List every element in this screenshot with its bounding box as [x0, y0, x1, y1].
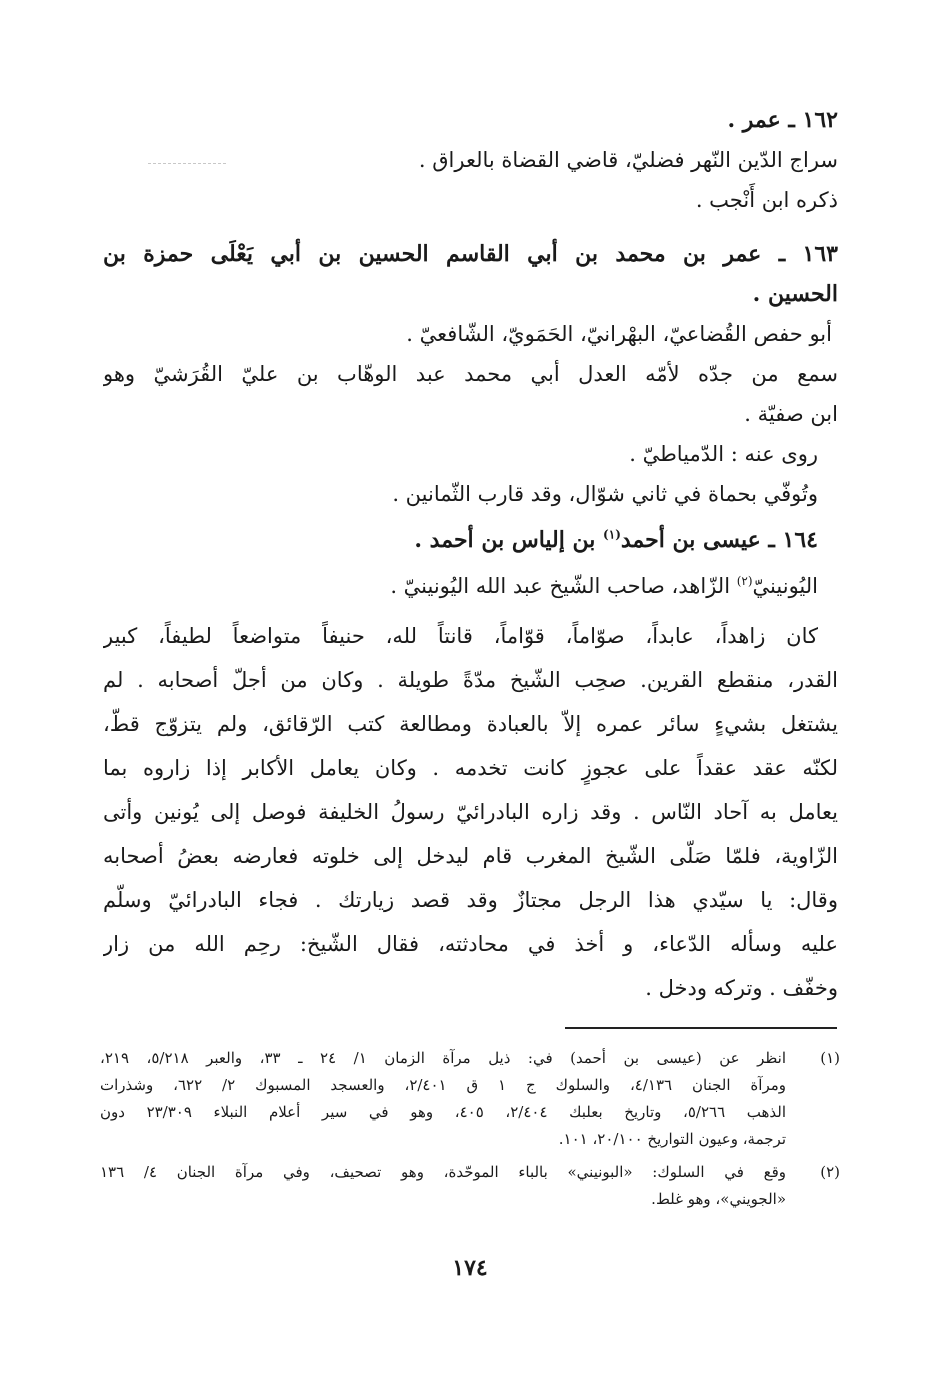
footnote-2-line-1: وقع في السلوك: «البونيني» بالباء الموحّدة، وهو تصحيف، وفي مرآة الجنان ٤/ ١٣٦: [100, 1163, 786, 1181]
entry-164-nisba-word: اليُونينيّ: [752, 574, 818, 598]
entry-164-body-line-6: الزّاوية، فلمّا صَلّى الشّيخ المغرب قام ليدخل إلى خلوته فعارضه بعضُ أصحابه: [103, 844, 838, 868]
entry-164-body-line-9: وخفّف . وتركه ودخل .: [645, 976, 838, 1000]
entry-163-line-3: ابن صفيّة .: [744, 402, 838, 426]
footnote-1-line-1: انظر عن (عيسى بن أحمد) في: ذيل مرآة الزمان ١/ ٢٤ ـ ٣٣، والعبر ٥/٢١٨، ٢١٩،: [100, 1049, 786, 1067]
footnote-ref-1: (١): [603, 527, 621, 542]
footnote-1-line-3: الذهب ٥/٢٦٦، وتاريخ بعلبك ٢/٤٠٤، ٤٠٥، وهو في سير أعلام النبلاء ٢٣/٣٠٩ دون: [100, 1103, 786, 1121]
entry-164-body-line-3: يشتغل بشيءٍ سائر عمره إلاّ بالعبادة ومطالعة كتب الرّقائق، ولم يتزوّج قطّ،: [103, 712, 838, 736]
entry-164-nisba: [103, 566, 838, 606]
entry-164-nisba-rest: الزّاهد، صاحب الشّيخ عبد الله اليُونينيّ .: [390, 574, 737, 598]
entry-heading-163-line-2: الحسين .: [752, 281, 838, 307]
footnote-ref-2: (٢): [736, 574, 753, 588]
entry-162-line-2: ذكره ابن أَنْجب .: [695, 188, 838, 212]
footnote-1-line-2: ومرآة الجنان ٤/١٣٦، والسلوك ج ١ ق ٢/٤٠١، والعسجد المسبوك ٢/ ٦٢٢، وشذرات: [100, 1076, 786, 1094]
entry-164-body-line-2: القدر، منقطع القرين. صحِب الشّيخ مدّةً طويلة . وكان من أجلّ أصحابه . لم: [103, 668, 838, 692]
entry-heading-164-rest: بن إلياس بن أحمد .: [414, 527, 604, 553]
footnote-2: [100, 1159, 840, 1213]
entry-heading-162: ١٦٢ ـ عمر .: [727, 107, 838, 133]
entry-164-body-line-5: يعامل به آحاد النّاس . وقد زاره البادرائيّ رسولُ الخليفة فوصل إلى يُونين وأتى: [103, 800, 838, 824]
footnote-2-line-2: «الجويني»، وهو غلط.: [651, 1190, 786, 1208]
entry-163-line-4: روى عنه : الدّمياطيّ .: [629, 442, 818, 466]
page-number: ١٧٤: [452, 1255, 488, 1281]
entry-164-body-line-4: لكنّه عقد عقداً على عجوزٍ كانت تخدمه . وكان يعامل الأكابر إذا زاروه بما: [103, 756, 838, 780]
footnotes: [100, 1045, 840, 1213]
footnote-1-line-4: ترجمة، وعيون التواريخ ٢٠/١٠٠، ١٠١.: [558, 1130, 786, 1148]
entry-162-line-1: سراج الدّين النّهر فضليّ، قاضي القضاة بالعراق .: [418, 148, 838, 172]
footnote-number: (٢): [820, 1163, 840, 1181]
footnote-number: (١): [820, 1049, 840, 1067]
entry-163-line-2: سمع من جدّه لأمّه العدل أبي محمد عبد الوهّاب بن عليّ القُرَشيّ وهو: [103, 362, 838, 386]
page-body: [103, 100, 838, 1010]
footnote-1: [100, 1045, 840, 1153]
entry-164-body-line-7: وقال: يا سيّدي هذا الرجل مجتازٌ وقد قصد زيارتك . فجاء البادرائيّ وسلّم: [103, 888, 838, 912]
entry-heading-164: [103, 520, 838, 560]
footnote-separator: [565, 1027, 837, 1029]
entry-163-line-1: أبو حفص القُضاعيّ، البهْرانيّ، الحَمَويّ، الشّافعيّ .: [406, 322, 832, 346]
entry-164-body-line-8: عليه وسأله الدّعاء، و أخذ في محادثته، فقال الشّيخ: رحِم الله من زار: [103, 932, 838, 956]
entry-163-line-5: وتُوفّي بحماة في ثاني شوّال، وقد قارب الثّمانين .: [392, 482, 818, 506]
entry-heading-164-name: ١٦٤ ـ عيسى بن أحمد: [620, 527, 818, 553]
entry-164-body-line-1: كان زاهداً، عابداً، صوّاماً، قوّاماً، قانتاً لله، حنيفاً متواضعاً لطيفاً، كبير: [103, 624, 818, 648]
entry-heading-163-line-1: ١٦٣ ـ عمر بن محمد بن أبي القاسم الحسين بن أبي يَعْلَى حمزة بن: [103, 241, 838, 267]
